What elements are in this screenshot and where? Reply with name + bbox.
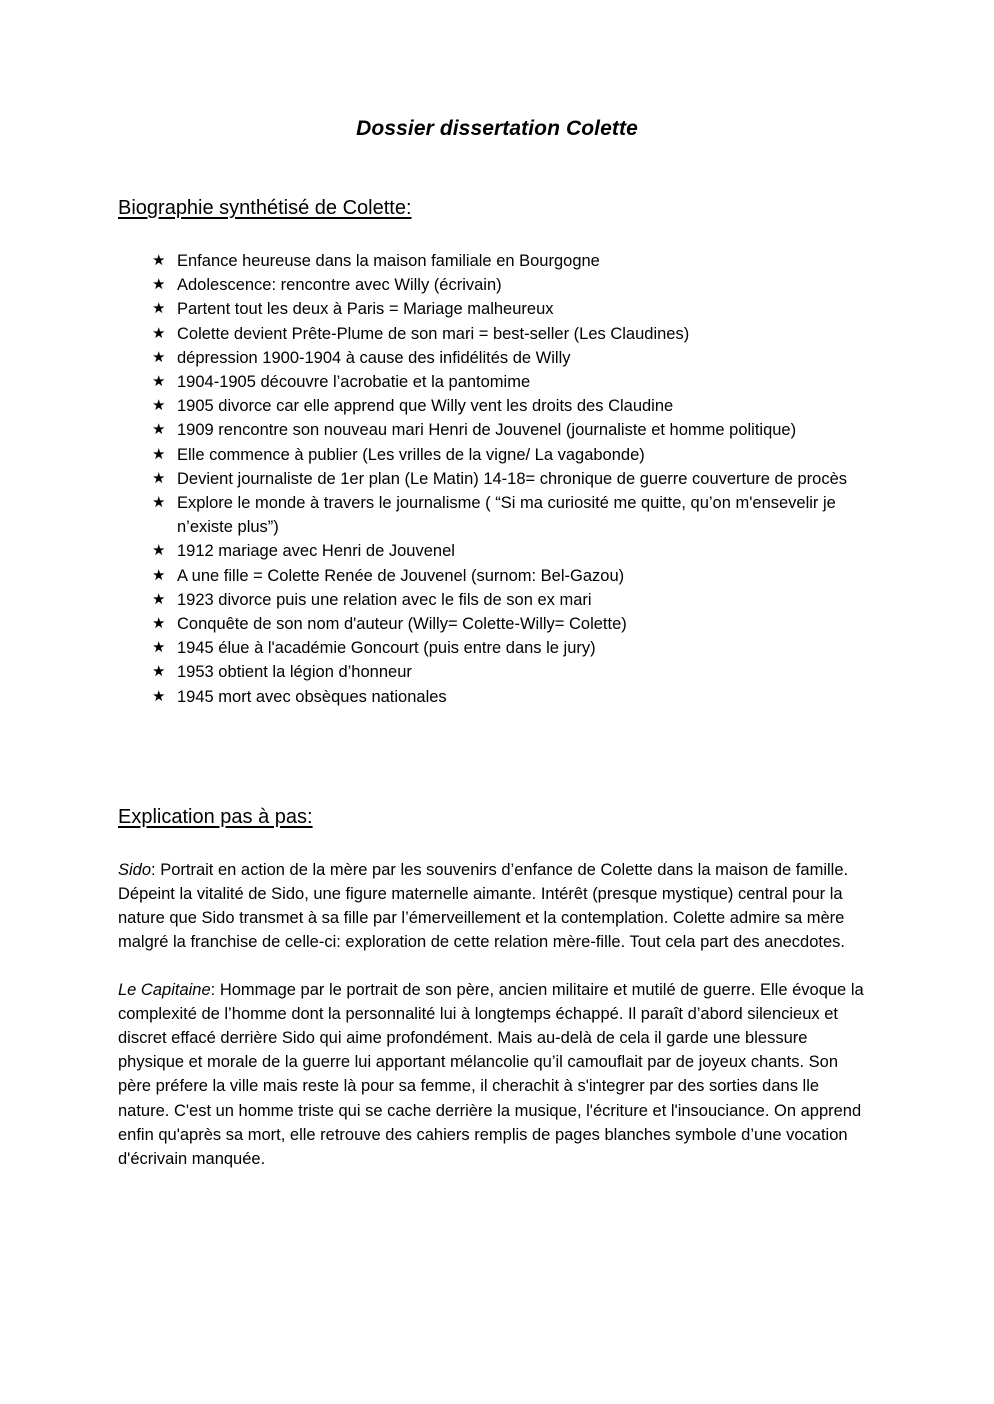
star-icon: ★ — [152, 494, 166, 512]
star-icon: ★ — [152, 324, 166, 342]
list-item-text: 1945 élue à l'académie Goncourt (puis entre dans le jury) — [177, 639, 596, 658]
list-item-text: Colette devient Prête-Plume de son mari = best-seller (Les Claudines) — [177, 324, 690, 343]
star-icon: ★ — [152, 663, 166, 681]
document-body — [118, 196, 870, 1171]
list-item-text: A une fille = Colette Renée de Jouvenel (surnom: Bel-Gazou) — [177, 566, 625, 585]
list-item — [118, 370, 870, 394]
list-item — [118, 564, 870, 588]
list-item — [118, 467, 870, 491]
list-item-text: dépression 1900-1904 à cause des infidélités de Willy — [177, 348, 571, 367]
list-item-text: Partent tout les deux à Paris = Mariage malheureux — [177, 300, 554, 319]
star-icon: ★ — [152, 542, 166, 560]
list-item — [118, 249, 870, 273]
paragraph-lead-sido: Sido — [118, 860, 152, 879]
list-item-text: 1909 rencontre son nouveau mari Henri de Jouvenel (journaliste et homme politique) — [177, 421, 797, 440]
list-item — [118, 394, 870, 418]
star-icon: ★ — [152, 373, 166, 391]
star-icon: ★ — [152, 687, 166, 705]
paragraph-body-le-capitaine: : Hommage par le portrait de son père, ancien militaire et mutilé de guerre. Elle évoque la complexité de l’homme dont la personnalité lui à longtemps échappé. Il paraît d’abord silencieux et discret effacé derrière Sido qui aime profondément. Mais au-delà de cela il garde une blessure physique et morale de la guerre lui apportant mélancolie qu’il camouflait par de joyeux chants. Son père préfere la ville mais reste là pour sa femme, il cherachit à s'integrer par des sorties dans lle nature. C'est un homme triste qui se cache derrière la musique, l'écriture et l'insouciance. On apprend enfin qu'après sa mort, elle retrouve des cahiers remplis de pages blanches symbole d’une vocation d'écrivain manquée. — [118, 980, 864, 1169]
star-icon: ★ — [152, 252, 166, 269]
list-item — [118, 322, 870, 346]
list-item-text: 1923 divorce puis une relation avec le fils de son ex mari — [177, 590, 592, 609]
list-item — [118, 273, 870, 297]
list-item — [118, 346, 870, 370]
star-icon: ★ — [152, 639, 166, 657]
star-icon: ★ — [152, 276, 166, 294]
star-icon: ★ — [152, 300, 166, 318]
list-item — [118, 636, 870, 660]
list-item — [118, 685, 870, 709]
list-item — [118, 588, 870, 612]
section-heading-explication: Explication pas à pas: — [118, 805, 313, 828]
paragraph-sido — [118, 858, 870, 955]
list-item — [118, 418, 870, 442]
list-item-text: Enfance heureuse dans la maison familiale en Bourgogne — [177, 252, 600, 270]
page-title: Dossier dissertation Colette — [356, 117, 638, 140]
list-item — [118, 491, 870, 539]
star-icon: ★ — [152, 566, 166, 584]
list-item-text: Devient journaliste de 1er plan (Le Matin) 14-18= chronique de guerre couverture de procès — [177, 469, 848, 488]
list-item — [118, 539, 870, 563]
star-icon: ★ — [152, 469, 166, 487]
list-item-text: 1953 obtient la légion d’honneur — [177, 663, 412, 682]
section-heading-biographie: Biographie synthétisé de Colette: — [118, 197, 412, 219]
star-icon: ★ — [152, 590, 166, 608]
star-icon: ★ — [152, 397, 166, 415]
list-item-text: Elle commence à publier (Les vrilles de la vigne/ La vagabonde) — [177, 445, 645, 464]
paragraph-le-capitaine — [118, 978, 870, 1172]
spacer — [118, 709, 870, 805]
list-item — [118, 612, 870, 636]
biographie-bullet-list — [118, 249, 870, 709]
list-item-text: Explore le monde à travers le journalisme ( “Si ma curiosité me quitte, qu’on m'ensevelir je n’existe plus”) — [177, 494, 836, 537]
list-item — [118, 297, 870, 321]
star-icon: ★ — [152, 421, 166, 439]
paragraph-body-sido: : Portrait en action de la mère par les souvenirs d’enfance de Colette dans la maison de famille. Dépeint la vitalité de Sido, une figure maternelle aimante. Intérêt (presque mystique) central pour la nature que Sido transmet à sa fille par l’émerveillement et la contemplation. Colette admire sa mère malgré la franchise de celle-ci: exploration de cette relation mère-fille. Tout cela part des anecdotes. — [118, 860, 849, 952]
list-item-text: Conquête de son nom d'auteur (Willy= Colette-Willy= Colette) — [177, 615, 627, 634]
paragraph-lead-le-capitaine: Le Capitaine — [118, 980, 211, 999]
list-item-text: 1912 mariage avec Henri de Jouvenel — [177, 542, 455, 561]
list-item-text: 1905 divorce car elle apprend que Willy vent les droits des Claudine — [177, 397, 674, 416]
spacer — [118, 829, 870, 858]
list-item — [118, 443, 870, 467]
list-item-text: 1904-1905 découvre l’acrobatie et la pantomime — [177, 373, 531, 392]
list-item-text: 1945 mort avec obsèques nationales — [177, 687, 447, 706]
spacer — [118, 220, 870, 249]
list-item-text: Adolescence: rencontre avec Willy (écrivain) — [177, 276, 502, 295]
star-icon: ★ — [152, 348, 166, 366]
list-item — [118, 660, 870, 684]
star-icon: ★ — [152, 615, 166, 633]
star-icon: ★ — [152, 445, 166, 463]
